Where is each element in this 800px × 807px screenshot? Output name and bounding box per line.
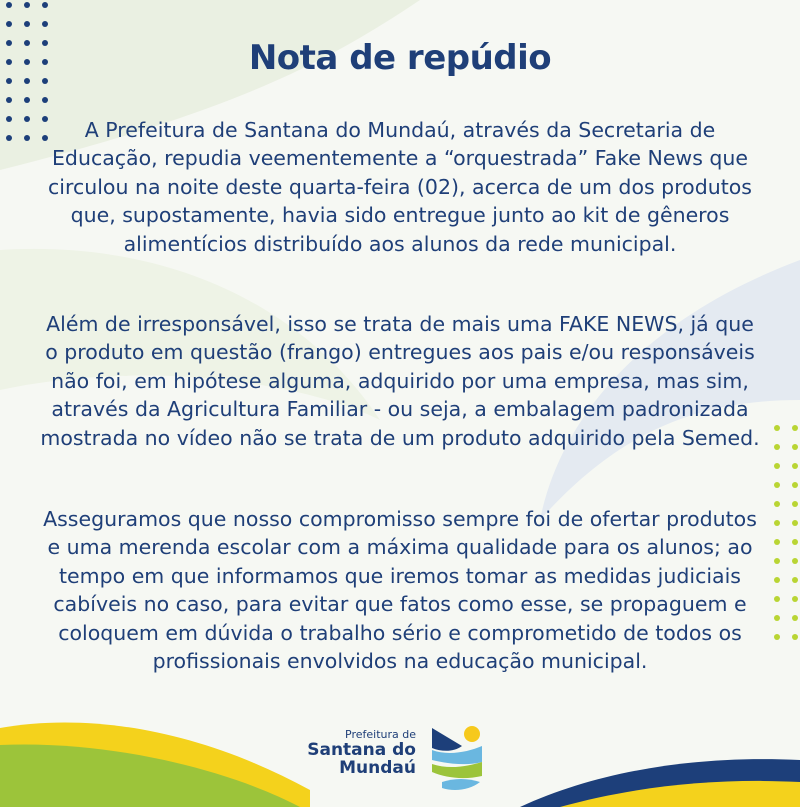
logo-wordmark: [307, 728, 416, 777]
logo-line-3: Mundaú: [339, 758, 416, 778]
page-title: Nota de repúdio: [248, 38, 552, 78]
santana-do-mundau-emblem-icon: [428, 722, 486, 794]
paragraph-commitment: Asseguramos que nosso compromisso sempre foi de ofertar produtos e uma merenda escolar com a máxima qualidade para os alunos; ao tempo em que informamos que iremos tomar as medidas judiciais cabíveis no caso, para evitar que fatos como esse, se propaguem e coloquem em dúvida o trabalho sério e comprometido de todos os profissionais envolvidos na educação municipal.: [43, 507, 757, 674]
logo-line-1: Prefeitura de: [345, 728, 416, 741]
paragraph-clarification: Além de irresponsável, isso se trata de mais uma FAKE NEWS, já que o produto em questão (frango) entregues aos pais e/ou responsáveis não foi, em hipótese alguma, adquirido por uma empresa, mas sim, através da Agricultura Familiar - ou seja, a embalagem padronizada mostrada no vídeo não se trata de um produto adquirido pela Semed.: [40, 312, 760, 450]
prefeitura-logo: [307, 716, 488, 796]
paragraph-intro: A Prefeitura de Santana do Mundaú, através da Secretaria de Educação, repudia veementemente a “orquestrada” Fake News que circulou na noite deste quarta-feira (02), acerca de um dos produtos que, supostamente, havia sido entregue junto ao kit de gêneros alimentícios distribuído aos alunos da rede municipal.: [48, 118, 752, 256]
decorative-dots-right: [774, 425, 800, 640]
logo-line-2: Santana do: [307, 740, 416, 760]
